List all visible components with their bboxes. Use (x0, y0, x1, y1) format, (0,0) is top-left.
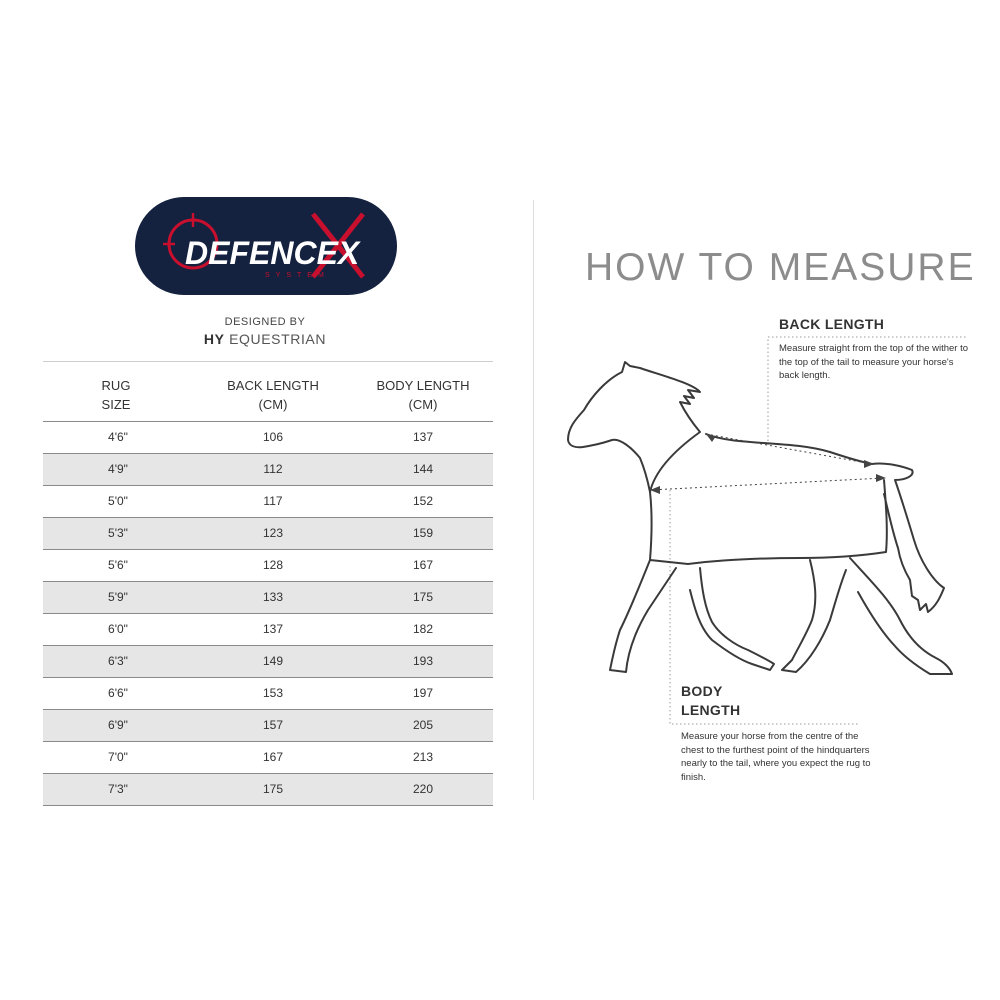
cell-back-length: 133 (262, 590, 284, 604)
cell-body-length: 175 (412, 590, 434, 604)
cell-body-length: 220 (412, 782, 434, 796)
cell-body-length: 144 (412, 462, 434, 476)
how-to-measure-title: HOW TO MEASURE (585, 246, 976, 289)
arrow-icon (706, 434, 716, 442)
cell-back-length: 153 (262, 686, 284, 700)
designed-by-label: DESIGNED BY (224, 316, 306, 328)
logo-wordmark: DEFENCEX (185, 235, 360, 271)
header-rug-size: RUG SIZE (101, 378, 131, 412)
cell-rug-size: 6'9" (108, 718, 128, 732)
cell-rug-size: 5'6" (108, 558, 128, 572)
back-length-description: Measure straight from the top of the wither to the top of the tail to measure your horse's back length. (779, 343, 969, 381)
cell-body-length: 205 (412, 718, 434, 732)
body-length-measure-line (650, 478, 884, 490)
cell-rug-size: 6'6" (108, 686, 128, 700)
cell-body-length: 197 (412, 686, 434, 700)
cell-rug-size: 5'0" (108, 494, 128, 508)
cell-back-length: 128 (262, 558, 284, 572)
logo-subtext: SYSTEM (265, 272, 330, 279)
cell-body-length: 213 (412, 750, 434, 764)
cell-body-length: 167 (412, 558, 434, 572)
brand-equestrian: EQUESTRIAN (229, 331, 327, 347)
body-length-label: BODY LENGTH (681, 683, 741, 718)
cell-body-length: 159 (412, 526, 434, 540)
cell-back-length: 137 (262, 622, 284, 636)
cell-back-length: 112 (263, 462, 283, 476)
cell-rug-size: 6'3" (108, 654, 128, 668)
cell-rug-size: 5'3" (108, 526, 128, 540)
cell-body-length: 137 (412, 430, 434, 444)
cell-back-length: 175 (262, 782, 284, 796)
cell-rug-size: 7'0" (108, 750, 128, 764)
back-length-measure-line (706, 434, 872, 464)
header-body-length: BODY LENGTH (CM) (376, 378, 470, 412)
horse-outline-icon (568, 362, 952, 674)
cell-body-length: 152 (412, 494, 434, 508)
cell-back-length: 106 (262, 430, 284, 444)
cell-back-length: 123 (262, 526, 284, 540)
cell-back-length: 157 (262, 718, 284, 732)
cell-rug-size: 5'9" (108, 590, 128, 604)
cell-body-length: 182 (412, 622, 434, 636)
cell-body-length: 193 (412, 654, 434, 668)
cell-rug-size: 6'0" (108, 622, 128, 636)
cell-rug-size: 4'9" (108, 462, 128, 476)
cell-back-length: 149 (262, 654, 284, 668)
cell-back-length: 117 (263, 494, 283, 508)
cell-rug-size: 7'3" (108, 782, 128, 796)
brand-hy: HY (203, 331, 225, 347)
body-length-description: Measure your horse from the centre of the chest to the furthest point of the hindquarters nearly to the tail, where you expect the rug to finish. (681, 731, 871, 783)
cell-rug-size: 4'6" (108, 430, 128, 444)
header-back-length: BACK LENGTH (CM) (227, 378, 319, 412)
back-length-label: BACK LENGTH (779, 316, 885, 332)
cell-back-length: 167 (262, 750, 284, 764)
arrow-icon (864, 460, 874, 468)
